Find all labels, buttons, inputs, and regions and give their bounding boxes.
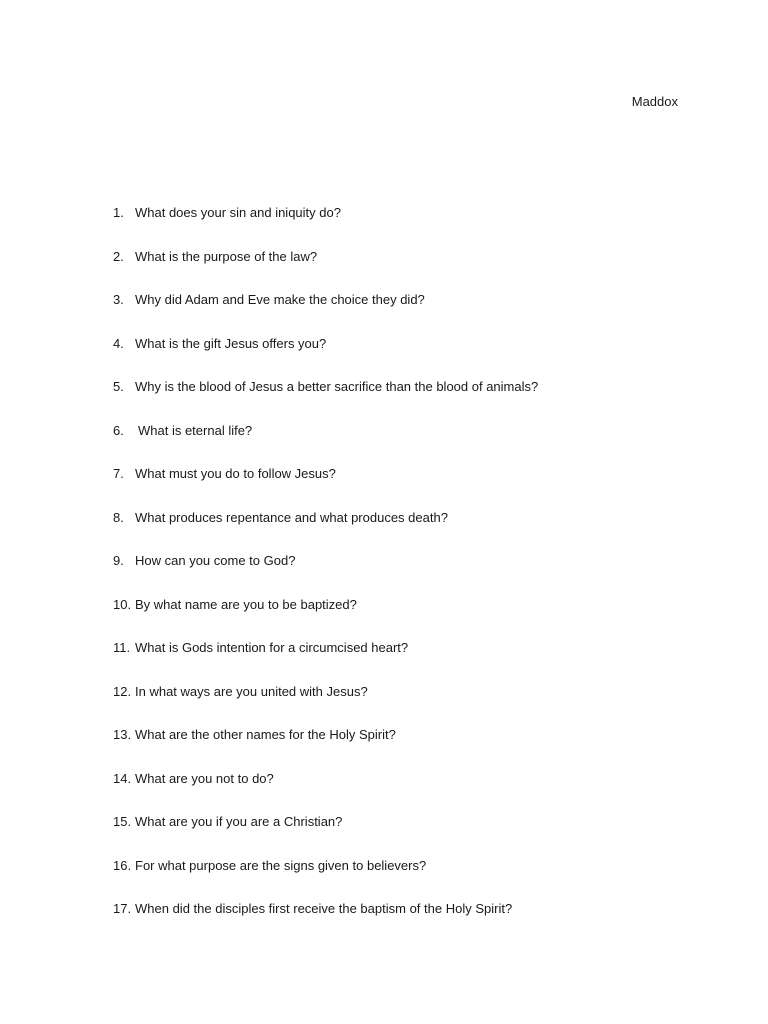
- author-name: Maddox: [631, 94, 678, 109]
- question-text: What is the purpose of the law?: [135, 248, 318, 264]
- question-item: [113, 248, 538, 292]
- question-item: [113, 770, 538, 814]
- question-number: 11.: [113, 640, 131, 655]
- question-number: 15.: [113, 814, 132, 829]
- question-item: [113, 335, 538, 379]
- question-text: When did the disciples first receive the baptism of the Holy Spirit?: [135, 901, 513, 916]
- question-item: [113, 596, 538, 640]
- question-number: 13.: [113, 727, 132, 742]
- question-item: [113, 683, 538, 727]
- question-item: [113, 509, 538, 553]
- question-item: [113, 378, 538, 422]
- question-number: 7.: [113, 466, 124, 481]
- question-number: 10.: [113, 596, 132, 612]
- question-item: [113, 422, 538, 466]
- question-text: For what purpose are the signs given to believers?: [135, 857, 427, 873]
- question-text: Why is the blood of Jesus a better sacrifice than the blood of animals?: [135, 379, 539, 394]
- question-text: In what ways are you united with Jesus?: [135, 683, 368, 699]
- question-text: What are you not to do?: [135, 770, 274, 786]
- question-number: 16.: [113, 857, 132, 873]
- question-text: What does your sin and iniquity do?: [135, 205, 341, 220]
- question-item: [113, 813, 538, 857]
- question-item: [113, 204, 538, 248]
- question-item: [113, 900, 538, 944]
- question-number: 2.: [113, 248, 124, 264]
- question-number: 5.: [113, 379, 124, 394]
- question-number: 9.: [113, 553, 124, 568]
- question-text: How can you come to God?: [135, 553, 296, 568]
- question-number: 8.: [113, 509, 124, 525]
- question-text: What produces repentance and what produces death?: [135, 509, 448, 525]
- question-text: What are you if you are a Christian?: [135, 814, 343, 829]
- question-text: What is the gift Jesus offers you?: [135, 335, 327, 351]
- question-number: 14.: [113, 770, 132, 786]
- question-number: 4.: [113, 335, 124, 351]
- question-item: [113, 465, 538, 509]
- question-number: 12.: [113, 683, 132, 699]
- question-number: 17.: [113, 901, 132, 916]
- question-item: [113, 291, 538, 335]
- question-text: What must you do to follow Jesus?: [135, 466, 336, 481]
- question-text: What is eternal life?: [138, 422, 253, 438]
- question-item: [113, 857, 538, 901]
- question-item: [113, 552, 538, 596]
- question-number: 6.: [113, 422, 124, 438]
- question-number: 3.: [113, 292, 124, 307]
- question-number: 1.: [113, 205, 124, 220]
- question-item: [113, 639, 538, 683]
- question-list: [113, 204, 538, 944]
- question-item: [113, 726, 538, 770]
- question-text: Why did Adam and Eve make the choice they did?: [135, 292, 425, 307]
- question-text: What are the other names for the Holy Spirit?: [135, 727, 396, 742]
- question-text: What is Gods intention for a circumcised heart?: [135, 640, 409, 655]
- question-text: By what name are you to be baptized?: [135, 596, 357, 612]
